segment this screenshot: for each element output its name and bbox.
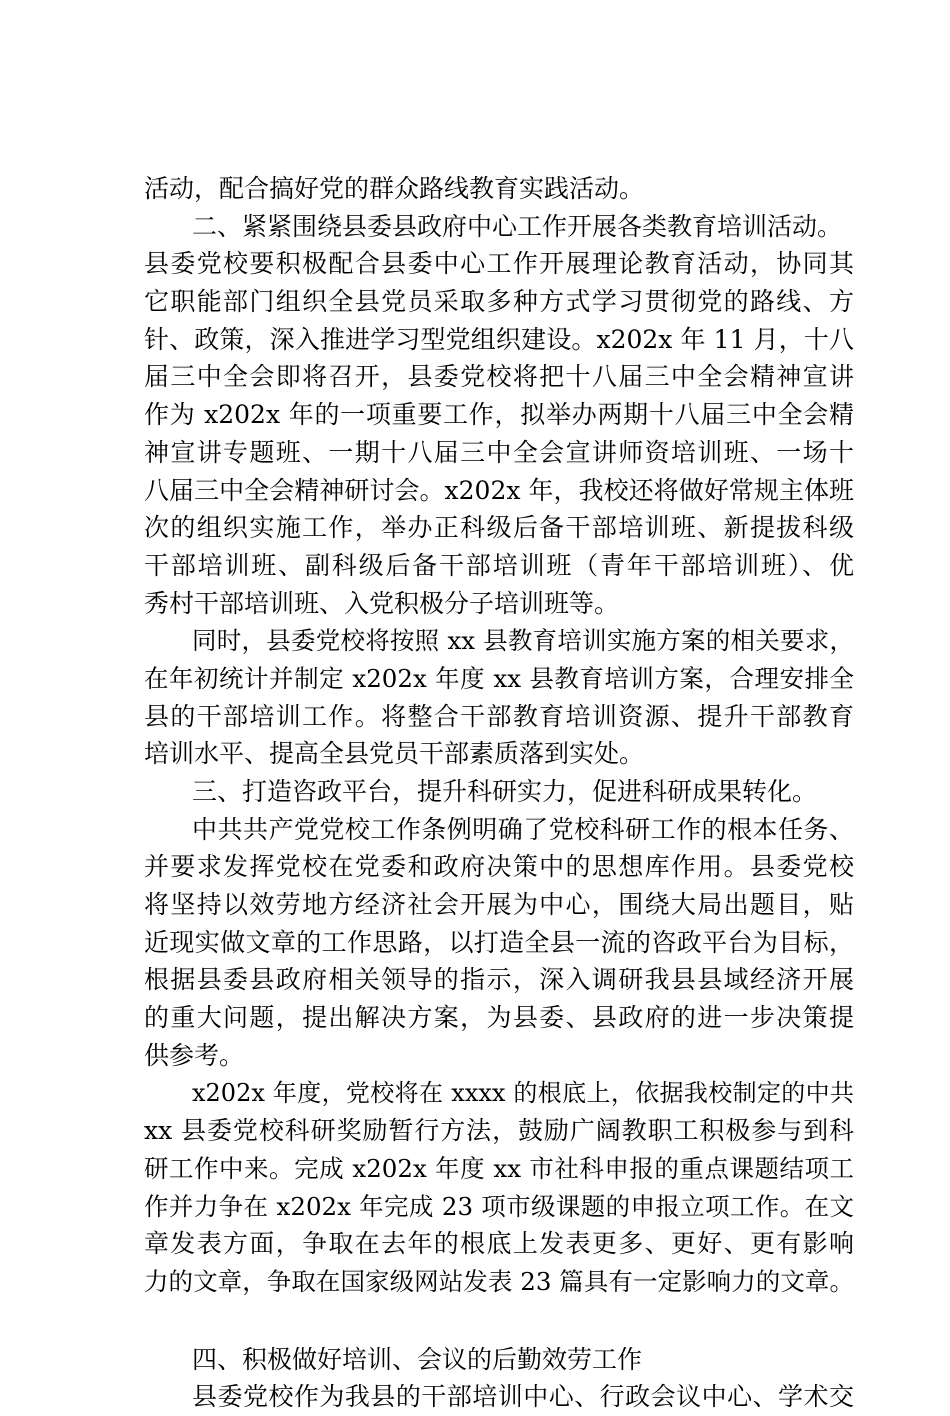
paragraph [144,170,854,208]
text-line: 同时，县委党校将按照 xx 县教育培训实施方案的相关要求， [192,626,854,656]
text-line: 八届三中全会精神研讨会。x202x 年，我校还将做好常规主体班 [144,475,854,505]
text-line: 县的干部培训工作。将整合干部教育培训资源、提升干部教育 [144,701,854,731]
text-line: xx 县委党校科研奖励暂行方法，鼓励广阔教职工积极参与到科 [144,1116,854,1146]
text-line: 近现实做文章的工作思路，以打造全县一流的咨政平台为目标， [144,927,854,957]
text-line: 将坚持以效劳地方经济社会开展为中心，围绕大局出题目，贴 [144,890,854,920]
text-line: 秀村干部培训班、入党积极分子培训班等。 [144,588,620,618]
text-line: 四、积极做好培训、会议的后勤效劳工作 [192,1344,643,1374]
text-line: 章发表方面，争取在去年的根底上发表更多、更好、更有影响 [144,1229,854,1259]
text-line: 活动，配合搞好党的群众路线教育实践活动。 [144,174,645,203]
text-line: 供参考。 [144,1040,245,1070]
text-line: 三、打造咨政平台，提升科研实力，促进科研成果转化。 [192,777,818,806]
paragraph [144,811,854,1075]
text-line: 针、政策，深入推进学习型党组织建设。x202x 年 11 月，十八 [144,324,854,354]
text-line: 二、紧紧围绕县委县政府中心工作开展各类教育培训活动。 [192,211,843,241]
paragraph [144,622,854,773]
text-line: 县委党校作为我县的干部培训中心、行政会议中心、学术交 [192,1382,854,1412]
text-line: 作并力争在 x202x 年完成 23 项市级课题的申报立项工作。在文 [144,1191,854,1221]
text-line: 培训水平、提高全县党员干部素质落到实处。 [144,739,645,769]
paragraph [144,1075,854,1301]
text-line: x202x 年度，党校将在 xxxx 的根底上，依据我校制定的中共 [192,1078,854,1107]
text-line: 在年初统计并制定 x202x 年度 xx 县教育培训方案，合理安排全 [144,663,854,693]
text-line: 县委党校要积极配合县委中心工作开展理论教育活动，协同其 [144,249,854,279]
text-line: 并要求发挥党校在党委和政府决策中的思想库作用。县委党校 [144,852,854,882]
text-line: 干部培训班、副科级后备干部培训班（青年干部培训班）、优 [144,550,854,580]
text-line: 它职能部门组织全县党员采取多种方式学习贯彻党的路线、方 [144,287,854,317]
text-line: 作为 x202x 年的一项重要工作，拟举办两期十八届三中全会精 [144,400,854,430]
text-line: 研工作中来。完成 x202x 年度 xx 市社科申报的重点课题结项工 [144,1153,854,1183]
text-line: 届三中全会即将召开，县委党校将把十八届三中全会精神宣讲 [144,362,854,392]
section-heading [144,773,854,811]
paragraph-gap [144,1301,854,1341]
document-body [144,170,854,1416]
text-line: 中共共产党党校工作条例明确了党校科研工作的根本任务、 [192,814,854,844]
text-line: 根据县委县政府相关领导的指示，深入调研我县县域经济开展 [144,965,854,995]
section-heading [144,208,854,246]
text-line: 的重大问题，提出解决方案，为县委、县政府的进一步决策提 [144,1003,854,1033]
text-line: 力的文章，争取在国家级网站发表 23 篇具有一定影响力的文章。 [144,1266,854,1296]
text-line: 神宣讲专题班、一期十八届三中全会宣讲师资培训班、一场十 [144,437,854,467]
text-line: 次的组织实施工作，举办正科级后备干部培训班、新提拔科级 [144,513,854,543]
section-heading [144,1341,854,1379]
paragraph [144,1378,854,1416]
paragraph [144,245,854,622]
